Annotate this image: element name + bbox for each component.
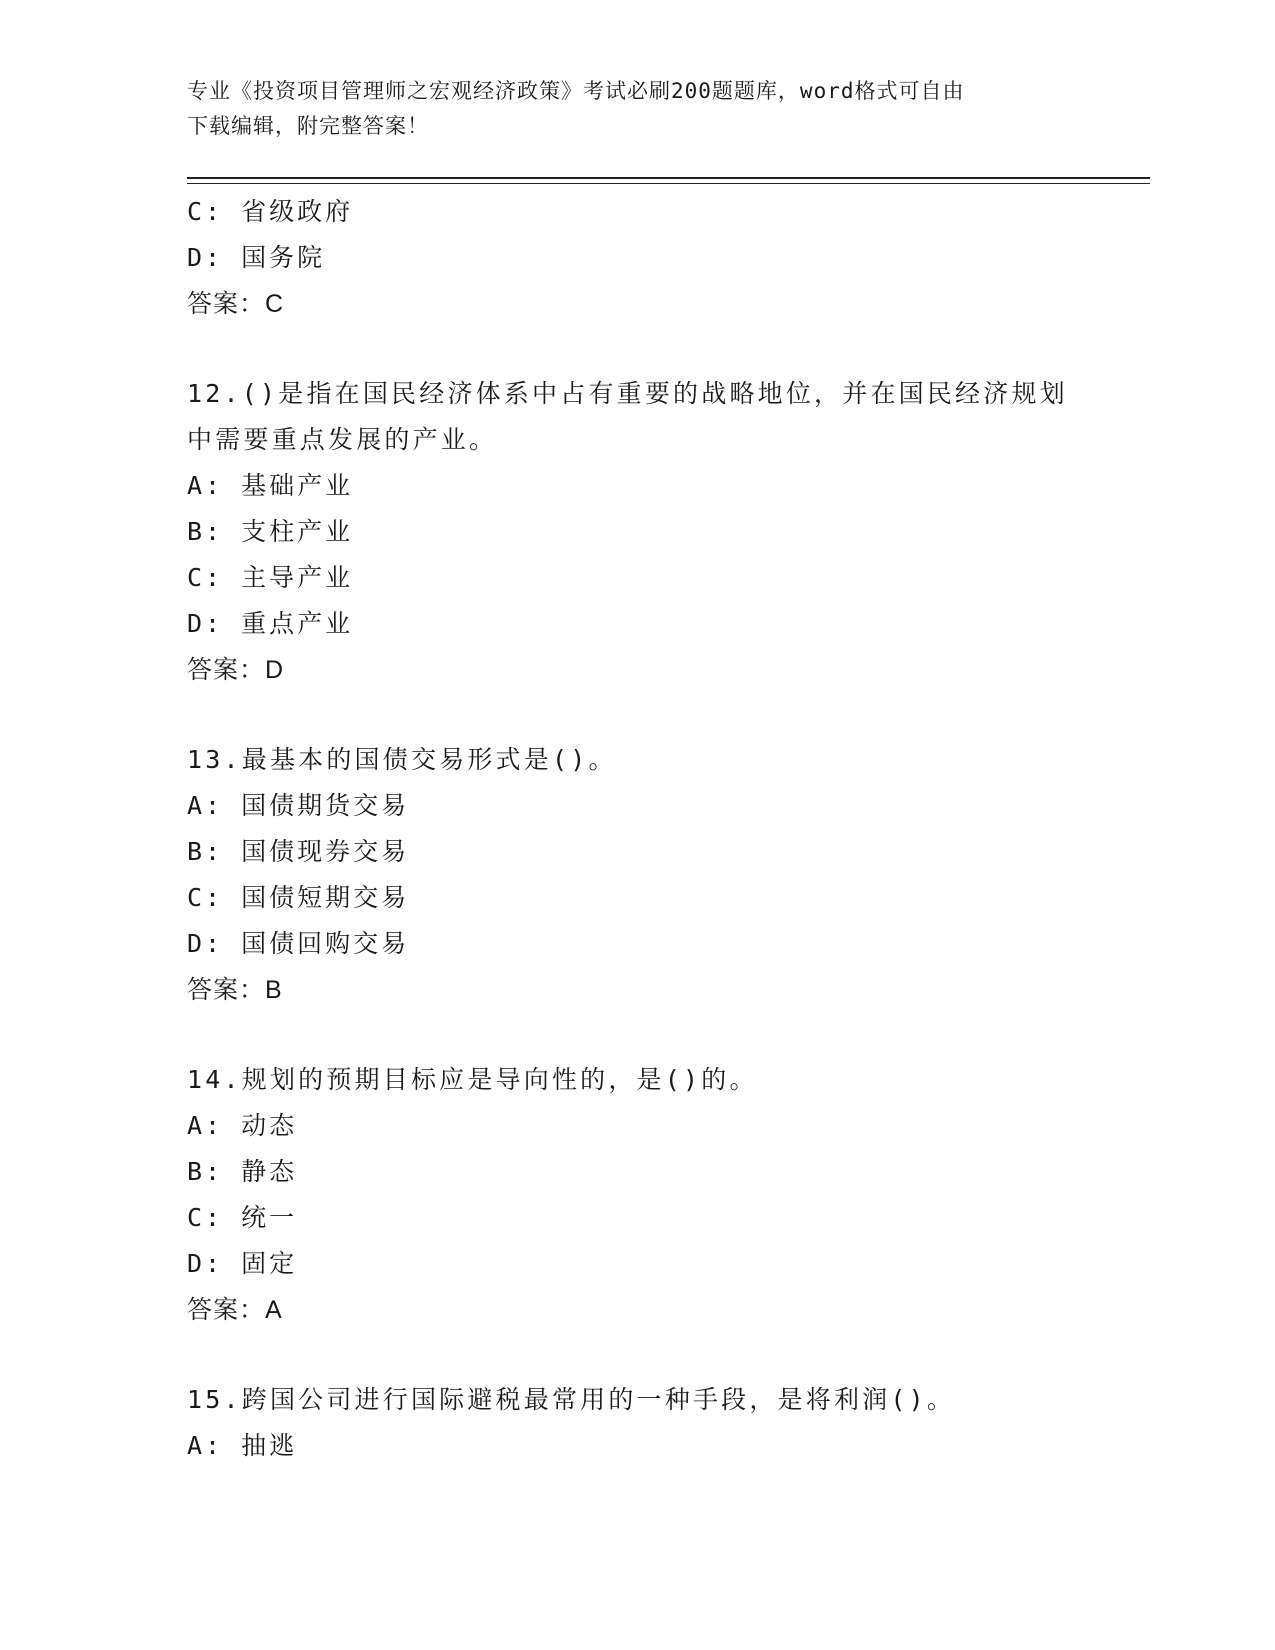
option-c: C: 主导产业 <box>187 563 354 592</box>
option-d: D: 固定 <box>187 1249 298 1278</box>
header-line-2: 下载编辑，附完整答案！ <box>187 114 429 138</box>
spacer <box>187 1013 1087 1057</box>
document-header <box>187 74 1067 144</box>
question-stem-line: 14.规划的预期目标应是导向性的，是()的。 <box>187 1065 758 1094</box>
header-line-1: 专业《投资项目管理师之宏观经济政策》考试必刷200题题库，word格式可自由 <box>187 79 965 103</box>
answer-line: 答案：A <box>187 1296 283 1324</box>
header-divider-thin <box>187 183 1150 184</box>
option-d: D: 国债回购交易 <box>187 929 410 958</box>
option-d: D: 国务院 <box>187 243 326 272</box>
option-a: A: 动态 <box>187 1111 298 1140</box>
option-a: A: 国债期货交易 <box>187 791 410 820</box>
answer-line: 答案：D <box>187 656 285 684</box>
option-d: D: 重点产业 <box>187 609 354 638</box>
question-list <box>187 189 1087 1469</box>
option-a: A: 抽逃 <box>187 1431 298 1460</box>
question-14 <box>187 1057 1087 1333</box>
question-stem-line: 15.跨国公司进行国际避税最常用的一种手段，是将利润()。 <box>187 1385 956 1414</box>
option-b: B: 国债现券交易 <box>187 837 410 866</box>
option-b: B: 支柱产业 <box>187 517 354 546</box>
option-c: C: 国债短期交易 <box>187 883 410 912</box>
answer-line: 答案：C <box>187 290 285 318</box>
question-stem-line: 12.()是指在国民经济体系中占有重要的战略地位，并在国民经济规划 <box>187 379 1068 408</box>
spacer <box>187 327 1087 371</box>
header-divider-thick <box>187 177 1150 179</box>
question-12 <box>187 371 1087 693</box>
option-a: A: 基础产业 <box>187 471 354 500</box>
question-13 <box>187 737 1087 1013</box>
spacer <box>187 1333 1087 1377</box>
spacer <box>187 693 1087 737</box>
question-stem-line: 13.最基本的国债交易形式是()。 <box>187 745 617 774</box>
question-stem-line: 中需要重点发展的产业。 <box>187 425 498 454</box>
question-11-partial <box>187 189 1087 327</box>
answer-line: 答案：B <box>187 976 283 1004</box>
option-c: C: 统一 <box>187 1203 298 1232</box>
option-c: C: 省级政府 <box>187 197 354 226</box>
option-b: B: 静态 <box>187 1157 298 1186</box>
question-15 <box>187 1377 1087 1469</box>
